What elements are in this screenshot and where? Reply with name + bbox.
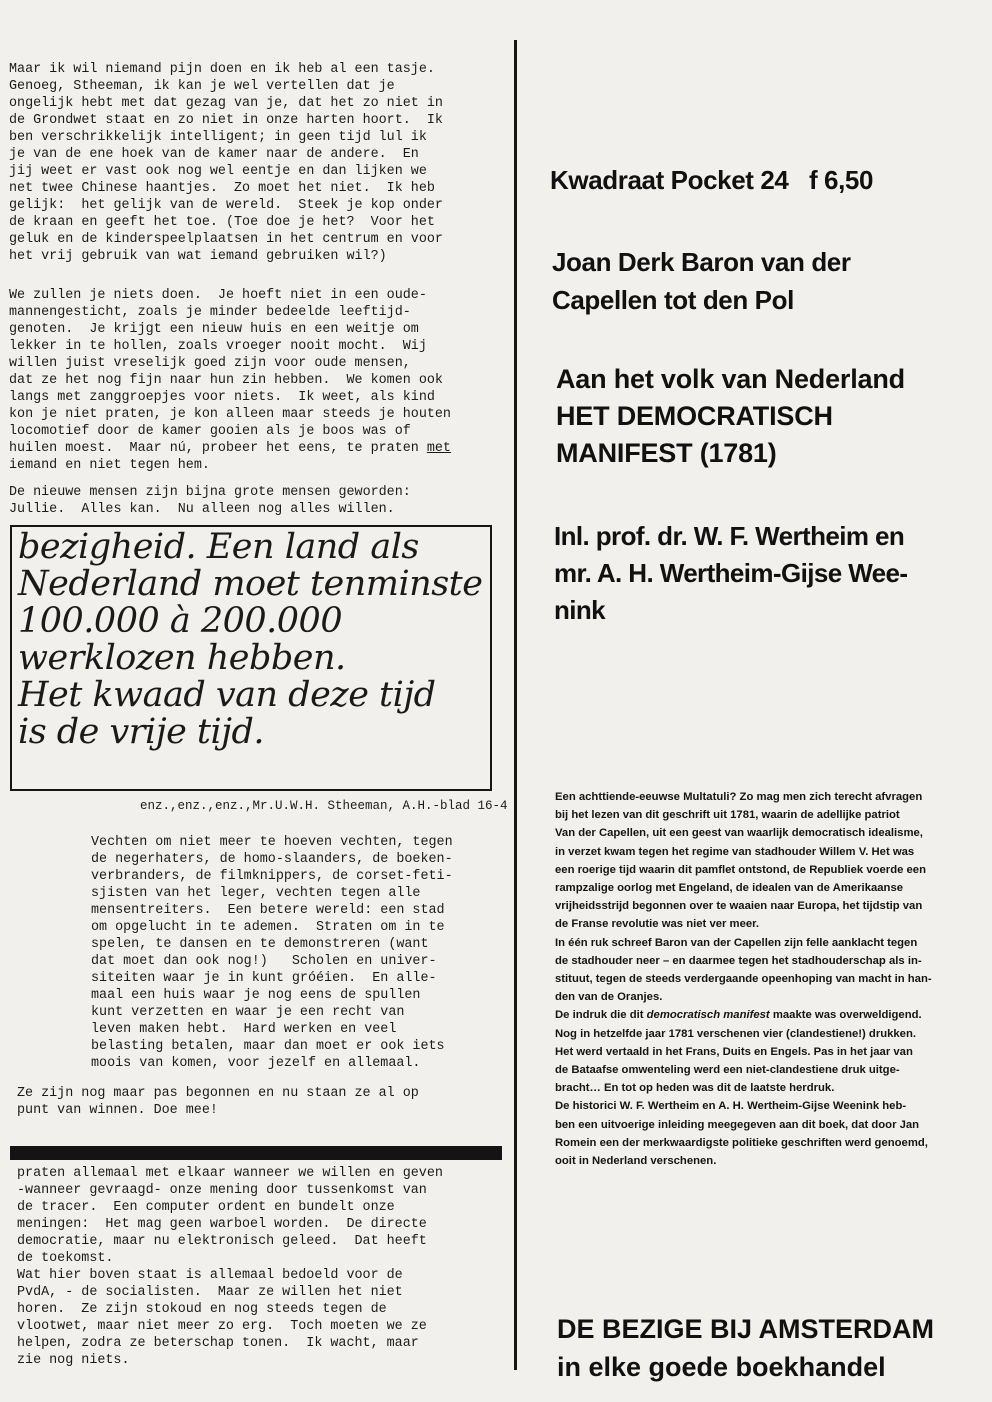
typed-paragraph-2-text: We zullen je niets doen. Je hoeft niet in een oude- mannengesticht, zoals je minder bedeelde leeftijd- genoten. Je krijgt een nieuw huis en een weitje om lekker in te hollen, zoals vroeger nooit mocht. Wij willen juist vreselijk goed zijn voor oude mensen, dat ze het nog fijn naar hun zin hebben. We komen ook langs met zanggroepjes voor niets. Ik weet, als kind kon je niet praten, je kon alleen maar steeds je houten locomotief door de kamer gooien als je boos was of huilen moest. Maar nú, probeer het eens, te praten [9,288,451,456]
black-divider-bar [10,1146,502,1160]
typed-paragraph-2 [9,287,451,474]
italic-phrase: democratisch manifest [646,1009,770,1022]
handwritten-quote: bezigheid. Een land als Nederland moet tenminste 100.000 à 200.000 werklozen hebben. Het kwaad van deze tijd is de vrije tijd. [18,527,483,752]
introduction-credit-heading: Inl. prof. dr. W. F. Wertheim en mr. A. H. Wertheim-Gijse Wee- nink [554,521,908,625]
author-heading: Joan Derk Baron van der Capellen tot den Pol [552,247,851,315]
typed-paragraph-4: Vechten om niet meer te hoeven vechten, tegen de negerhaters, de homo-slaanders, de boeken- verbranders, de filmknippers, de corset-feti- sjisten van het leger, vechten tegen alle mensentreiters. Een betere wereld: een stad om opgelucht in te ademen. Straten om in te spelen, te dansen en te demonstreren (want dat moet dan ook nog!) Scholen en univer- siteiten waar je in kunt gróéien. En alle- maal een huis waar je nog eens de spullen kunt verzetten en waar je een recht van leven maken hebt. Hard werken en veel belasting betalen, maar dan moet er ook iets moois van komen, voor jezelf en allemaal. [91,835,453,1071]
handwritten-quote-box [10,525,492,791]
book-description [555,788,992,1170]
typed-paragraph-1: Maar ik wil niemand pijn doen en ik heb al een tasje. Genoeg, Stheeman, ik kan je wel vertellen dat je ongelijk hebt met dat gezag van je, dat het zo niet in de Grondwet staat en zo niet in onze harten hoort. Ik ben verschrikkelijk intelligent; in geen tijd lul ik je van de ene hoek van de kamer naar de andere. En jij weet er vast ook nog wel eentje en dan lijken we net twee Chinese haantjes. Zo moet het niet. Ik heb gelijk: het gelijk van de wereld. Steek je kop onder de kraan en geeft het toe. (Toe doe je het? Voor het geluk en de kinderspeelplaatsen in het centrum en voor het vrij gebruik van wat iemand gebruiken wil?) [9,62,443,264]
typed-paragraph-6: praten allemaal met elkaar wanneer we willen en geven -wanneer gevraagd- onze mening door tussenkomst van de tracer. Een computer ordent en bundelt onze meningen: Het mag geen warboel worden. De directe democratie, maar nu elektronisch geleed. Dat heeft de toekomst. Wat hier boven staat is allemaal bedoeld voor de PvdA, - de socialisten. Maar ze willen het niet horen. Ze zijn stokoud en nog steeds tegen de vlootwet, maar niet meer zo erg. Toch moeten we ze helpen, zodra ze beterschap tonen. Ik wacht, maar zie nog niets. [17,1166,443,1368]
underlined-word: met [426,441,451,456]
typed-paragraph-5: Ze zijn nog maar pas begonnen en nu staan ze al op punt van winnen. Doe mee! [17,1086,419,1118]
publisher-footer: DE BEZIGE BIJ AMSTERDAM in elke goede boekhandel [557,1314,935,1382]
quote-credit: enz.,enz.,enz.,Mr.U.W.H. Stheeman, A.H.-blad 16-4 [140,799,508,813]
book-title-heading: Aan het volk van Nederland HET DEMOCRATISCH MANIFEST (1781) [556,364,905,468]
column-divider [514,40,517,1370]
typed-paragraph-3: De nieuwe mensen zijn bijna grote mensen geworden: Jullie. Alles kan. Nu alleen nog alles willen. [9,485,411,517]
series-price-heading: Kwadraat Pocket 24 f 6,50 [550,165,874,195]
book-description-part-1: Een achttiende-eeuwse Multatuli? Zo mag men zich terecht afvragen bij het lezen van dit geschrift uit 1781, waarin de adellijke patriot Van der Capellen, uit een geest van waarlijk democratisch idealisme, in verzet kwam tegen het regime van stadhouder Willem V. Het was een roerige tijd waarin dit pamflet ontstond, de Republiek voerde een rampzalige oorlog met Engeland, de idealen van de Amerikaanse vrijheidsstrijd begonnen over te waaien naar Europa, het tijdstip van de Franse revolutie was niet ver meer. In één ruk schreef Baron van der Capellen zijn felle aanklacht tegen de stadhouder neer – en daarmee tegen het stadhouderschap als in- stituut, tegen de steeds verdergaande opeenhoping van macht in han- den van de Oranjes. De indruk die dit [555,791,932,1022]
book-description-part-2: maakte was overweldigend. Nog in hetzelfde jaar 1781 verschenen vier (clandestiene!) drukken. Het werd vertaald in het Frans, Duits en Engels. Pas in het jaar van de Bataafse omwenteling werd een niet-clandestiene druk uitge- bracht… En tot op heden was dit de laatste herdruk. De historici W. F. Wertheim en A. H. Wertheim-Gijse Weenink heb- ben een uitvoerige inleiding meegegeven aan dit boek, dat door Jan Romein een der merkwaardigste politieke geschriften werd genoemd, ooit in Nederland verschenen. [555,1009,928,1168]
typed-paragraph-2-tail: iemand en niet tegen hem. [9,458,210,473]
